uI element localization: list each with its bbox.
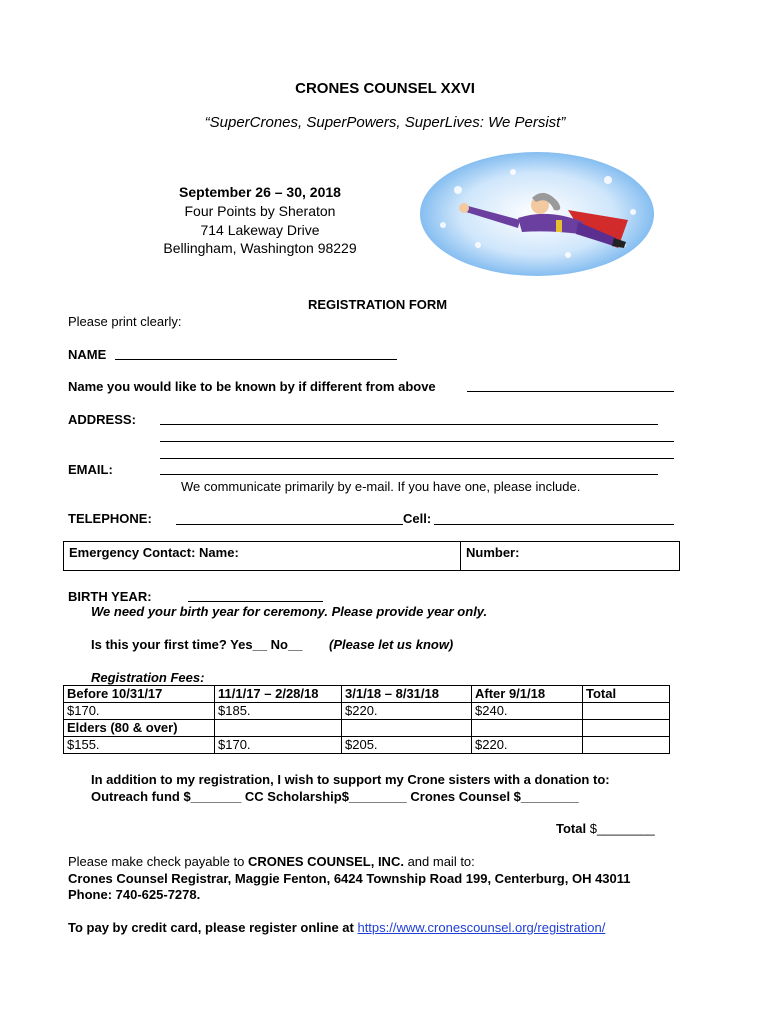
address-line-2[interactable] [160,441,674,442]
fee-cell [342,720,472,737]
fee-total-cell[interactable] [583,737,670,754]
fee-header-2: 11/1/17 – 2/28/18 [215,686,342,703]
total-label: Total [556,821,587,836]
email-field[interactable] [160,474,658,475]
table-row [64,737,670,754]
known-as-field[interactable] [467,391,674,392]
address-line-1[interactable] [160,424,658,425]
fee-header-total: Total [583,686,670,703]
birth-year-note: We need your birth year for ceremony. Please provide year only. [91,604,488,619]
donation-funds[interactable]: Outreach fund $_______ CC Scholarship$________ Crones Counsel $________ [91,789,579,804]
fee-total-cell[interactable] [583,703,670,720]
fee-cell: $205. [342,737,472,754]
number-label: Number: [466,545,520,560]
fee-header-4: After 9/1/18 [472,686,583,703]
page-title: CRONES COUNSEL XXVI [295,80,475,97]
supercrone-illustration [418,150,656,278]
fees-caption: Registration Fees: [91,670,205,685]
first-time-question: Is this your first time? Yes__ No__ [91,637,303,652]
fee-header-3: 3/1/18 – 8/31/18 [342,686,472,703]
email-note: We communicate primarily by e-mail. If you have one, please include. [181,479,581,494]
credit-card-instructions [68,920,605,935]
mail-address: Crones Counsel Registrar, Maggie Fenton, 6424 Township Road 199, Centerburg, OH 43011 [68,871,631,886]
card-prefix: To pay by credit card, please register online at [68,920,358,935]
check-prefix: Please make check payable to [68,854,248,869]
table-row [64,703,670,720]
check-instructions [68,854,475,869]
event-street: 714 Lakeway Drive [200,222,320,238]
birth-year-field[interactable] [188,601,323,602]
fee-cell [215,720,342,737]
address-label: ADDRESS: [68,412,136,427]
fee-cell: $220. [472,737,583,754]
check-suffix: and mail to: [403,854,475,869]
donation-intro: In addition to my registration, I wish to support my Crone sisters with a donation to: [91,772,610,787]
known-as-label: Name you would like to be known by if different from above [68,379,436,394]
telephone-field[interactable] [176,524,403,525]
fee-total-cell[interactable] [583,720,670,737]
fee-cell: Elders (80 & over) [64,720,215,737]
event-dates: September 26 – 30, 2018 [179,184,341,200]
cell-label: Cell: [403,511,432,526]
registration-link[interactable]: https://www.cronescounsel.org/registration/ [357,920,606,935]
fee-header-1: Before 10/31/17 [64,686,215,703]
emergency-contact-label: Emergency Contact: Name: [69,545,239,560]
fee-cell: $155. [64,737,215,754]
print-note: Please print clearly: [68,314,182,329]
table-row [64,720,670,737]
event-venue: Four Points by Sheraton [184,203,336,219]
telephone-label: TELEPHONE: [68,511,152,526]
name-label: NAME [68,347,107,362]
page-subtitle: “SuperCrones, SuperPowers, SuperLives: We Persist” [204,114,566,131]
fee-cell: $185. [215,703,342,720]
birth-year-label: BIRTH YEAR: [68,589,152,604]
name-field[interactable] [115,359,397,360]
emergency-contact-box [63,541,680,571]
fee-cell: $170. [64,703,215,720]
fee-cell: $240. [472,703,583,720]
total-field[interactable]: $________ [589,821,655,836]
table-row [64,686,670,703]
registrar-phone: Phone: 740-625-7278. [68,887,201,902]
fee-cell: $170. [215,737,342,754]
fees-table [63,685,670,754]
form-heading: REGISTRATION FORM [308,297,448,312]
emergency-divider [460,542,461,570]
payee-name: CRONES COUNSEL, INC. [247,854,404,869]
address-line-3[interactable] [160,458,674,459]
cell-field[interactable] [434,524,674,525]
fee-cell: $220. [342,703,472,720]
event-city: Bellingham, Washington 98229 [163,240,357,256]
first-time-note: (Please let us know) [329,637,454,652]
email-label: EMAIL: [68,462,113,477]
fee-cell [472,720,583,737]
